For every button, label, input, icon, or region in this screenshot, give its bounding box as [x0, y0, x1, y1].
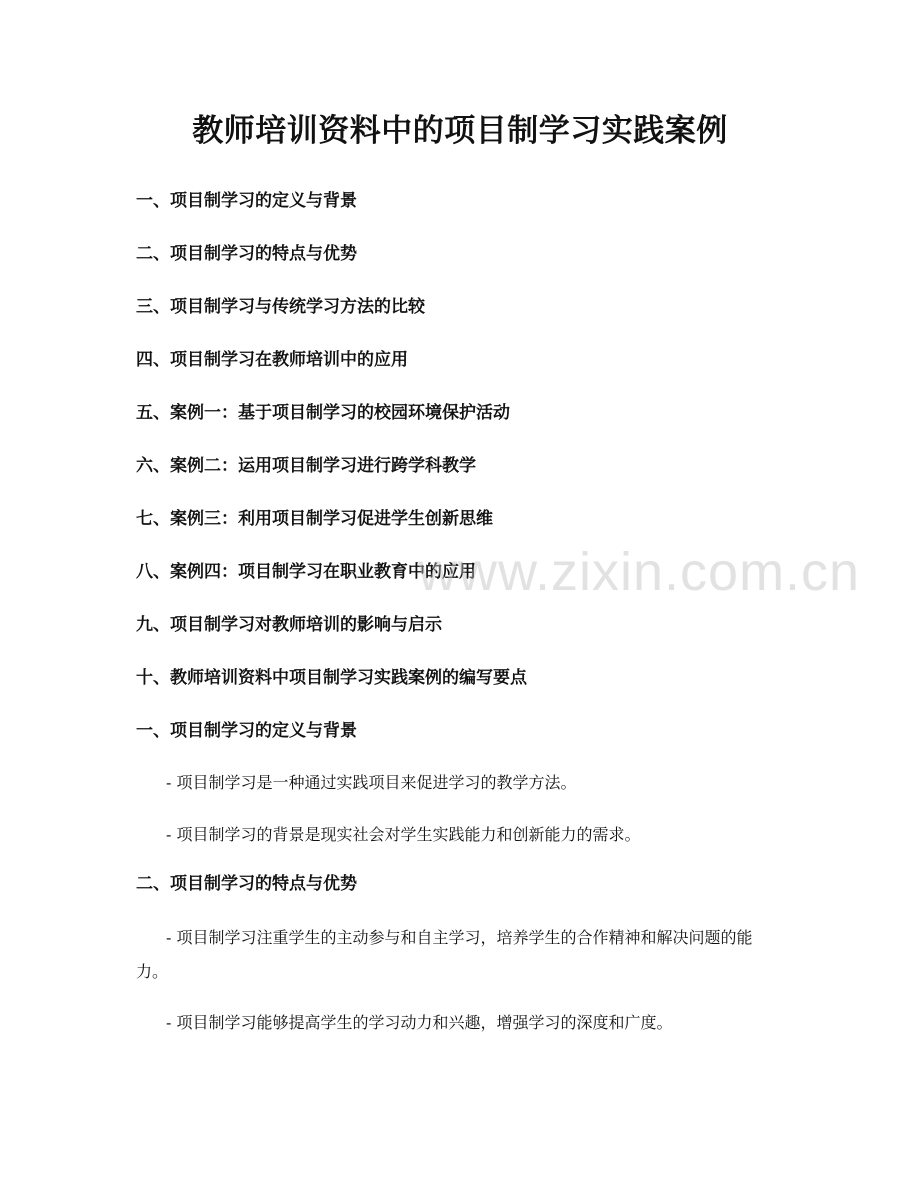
toc-item: 五、案例一：基于项目制学习的校园环境保护活动 — [136, 403, 510, 423]
section-paragraph: - 项目制学习注重学生的主动参与和自主学习，培养学生的合作精神和解决问题的能力。 — [136, 928, 753, 981]
toc-item: 七、案例三：利用项目制学习促进学生创新思维 — [136, 509, 493, 529]
section-paragraph: - 项目制学习能够提高学生的学习动力和兴趣，增强学习的深度和广度。 — [166, 1013, 673, 1032]
section-heading: 一、项目制学习的定义与背景 — [136, 721, 357, 741]
toc-item: 四、项目制学习在教师培训中的应用 — [136, 350, 408, 370]
section-paragraph: - 项目制学习是一种通过实践项目来促进学习的教学方法。 — [166, 773, 577, 792]
toc-item: 二、项目制学习的特点与优势 — [136, 244, 357, 264]
section-paragraph: - 项目制学习的背景是现实社会对学生实践能力和创新能力的需求。 — [166, 825, 641, 844]
toc-item: 一、项目制学习的定义与背景 — [136, 191, 357, 211]
toc-item: 六、案例二：运用项目制学习进行跨学科教学 — [136, 456, 476, 476]
watermark: www.zixin.com.cn — [418, 542, 861, 602]
toc-item: 八、案例四：项目制学习在职业教育中的应用 — [136, 562, 476, 582]
section-heading: 二、项目制学习的特点与优势 — [136, 874, 357, 894]
toc-item: 三、项目制学习与传统学习方法的比较 — [136, 297, 425, 317]
toc-item: 九、项目制学习对教师培训的影响与启示 — [136, 615, 442, 635]
toc-item: 十、教师培训资料中项目制学习实践案例的编写要点 — [136, 668, 527, 688]
document-title: 教师培训资料中的项目制学习实践案例 — [192, 113, 728, 149]
table-of-contents — [136, 186, 816, 716]
